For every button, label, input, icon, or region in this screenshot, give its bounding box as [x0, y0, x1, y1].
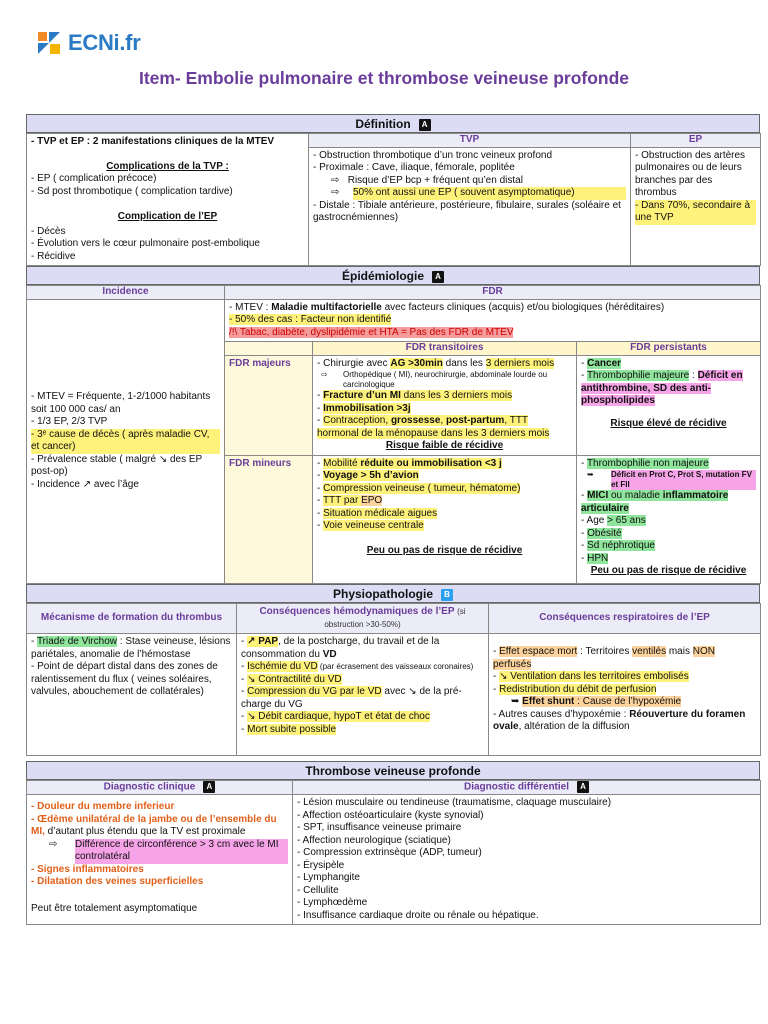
text-line: - Point de départ distal dans des zones de ralentissement du flux ( veines soléaires, valvules, abouchement de collatérales): [31, 661, 218, 697]
text-line: - Contraception, grossesse, post-partum, TTT hormonal de la ménopause dans les 3 derniers mois: [317, 415, 550, 439]
list-item: - Cellulite: [297, 884, 339, 896]
tvp-section-title: Thrombose veineuse profonde: [305, 764, 481, 778]
level-badge: B: [441, 589, 453, 601]
logo-text: ECNi.fr: [68, 30, 141, 55]
text-line: - Douleur du membre inferieur: [31, 801, 175, 813]
epidemiologie-header: [26, 266, 760, 285]
fdr-majeurs-persistants: [577, 355, 761, 455]
hemodynamique-header: Conséquences hémodynamiques de l’EP (si obstruction >30-50%): [237, 604, 489, 634]
text-line: ⇨ Risque d’EP bcp + fréquent qu’en distal: [331, 174, 523, 186]
text-line: - Voyage > 5h d’avion: [317, 470, 419, 481]
text-line: - Incidence ↗ avec l’âge: [31, 478, 139, 490]
text-line: - MTEV = Fréquente, 1-2/1000 habitants soit 100 000 cas/ an: [31, 391, 211, 415]
list-item: - Sd post thrombotique ( complication tardive): [31, 185, 233, 197]
risk-label: Peu ou pas de risque de récidive: [366, 544, 523, 556]
text-line: - Cancer: [581, 357, 622, 369]
text-line: - Dilatation des veines superficielles: [31, 876, 204, 888]
list-item: - Lymphœdème: [297, 897, 368, 909]
text-line: - Age > 65 ans: [581, 515, 646, 526]
text-line: - Ischémie du VD (par écrasement des vaisseaux coronaires): [241, 661, 474, 672]
warning-line: /!\ Tabac, diabète, dyslipidémie et HTA = Pas des FDR de MTEV: [229, 326, 514, 338]
text-line: ⇨ Orthopédique ( MI), neurochirurgie, abdominale lourde ou carcinologique: [321, 370, 548, 389]
text-line: - Thrombophilie non majeure: [581, 457, 709, 469]
tvp-definition-cell: [309, 147, 631, 266]
text-line: - Autres causes d’hypoxémie : Réouverture du foramen ovale, altération de la diffusion: [493, 708, 746, 732]
list-item: - Lymphangite: [297, 872, 360, 884]
text-line: - Fracture d’un MI dans les 3 derniers mois: [317, 390, 513, 401]
text-line: - Voie veineuse centrale: [317, 520, 424, 531]
text-line: - ↘ Contractilité du VD: [241, 673, 342, 685]
comp-ep-title: Complication de l’EP: [117, 211, 218, 222]
respiratoire-header: Conséquences respiratoires de l’EP: [489, 604, 761, 634]
diagnostic-differentiel-header: Diagnostic différentiel A: [293, 781, 761, 795]
ep-definition-cell: [631, 147, 761, 266]
list-item: - Érysipèle: [297, 859, 345, 871]
text-line: - Compression veineuse ( tumeur, hématome): [317, 482, 521, 494]
logo[interactable]: [36, 28, 140, 58]
list-item: - Insuffisance cardiaque droite ou rénale ou hépatique.: [297, 909, 539, 921]
diagnostic-clinique-header: Diagnostic clinique A: [27, 781, 293, 795]
respiratoire-cell: [489, 634, 761, 756]
text-line: - ↘ Débit cardiaque, hypoT et état de choc: [241, 711, 430, 722]
fdr-transitoires-header: FDR transitoires: [313, 342, 577, 356]
risk-label: Peu ou pas de risque de récidive: [590, 565, 747, 576]
arrow-icon: ➥: [511, 696, 523, 707]
list-item: - Évolution vers le cœur pulmonaire post-embolique: [31, 238, 260, 249]
fdr-intro-cell: [225, 299, 761, 342]
text-line: - 1/3 EP, 2/3 TVP: [31, 416, 108, 427]
fdr-mineurs-label: FDR mineurs: [225, 455, 313, 583]
text-line: - Triade de Virchow : Stase veineuse, lésions pariétales, anomalie de l’hémostase: [31, 636, 231, 660]
fdr-header: FDR: [225, 286, 761, 300]
text-line: - Chirurgie avec AG >30min dans les 3 derniers mois: [317, 357, 555, 369]
definition-left-cell: [27, 134, 309, 266]
fdr-majeurs-label: FDR majeurs: [225, 355, 313, 455]
level-badge: A: [432, 271, 444, 283]
list-item: - Décès: [31, 225, 66, 237]
logo-icon: [36, 30, 62, 56]
level-badge: A: [577, 781, 589, 793]
text-line: - Effet espace mort : Territoires ventilés mais NON perfusés: [493, 646, 715, 670]
text-line: - Mobilité réduite ou immobilisation <3 j: [317, 457, 502, 469]
text-line: - TTT par EPO: [317, 495, 383, 506]
tvp-col-header: TVP: [309, 134, 631, 148]
definition-title: Définition: [355, 117, 411, 131]
list-item: - EP ( complication précoce): [31, 173, 157, 184]
diagnostic-differentiel-cell: [293, 795, 761, 925]
text-line: - 3ᵉ cause de décès ( après maladie CV, et cancer): [31, 429, 220, 454]
text-line: - MTEV : Maladie multifactorielle avec facteurs cliniques (acquis) et/ou biologiques (héréditaires): [229, 301, 665, 313]
text-line: ⇨ 50% ont aussi une EP ( souvent asymptomatique): [313, 187, 626, 200]
risk-label: Risque faible de récidive: [385, 440, 504, 451]
ep-col-header: EP: [631, 134, 761, 148]
text-line: - Immobilisation >3j: [317, 402, 411, 414]
fdr-persistants-header: FDR persistants: [577, 342, 761, 356]
list-item: - Récidive: [31, 250, 76, 262]
list-item: - Affection ostéoarticulaire (kyste synovial): [297, 809, 484, 821]
level-badge: A: [419, 119, 431, 131]
text-line: - ↗ PAP, de la postcharge, du travail et de la consommation du VD: [241, 636, 440, 660]
hemodynamique-cell: [237, 634, 489, 756]
physiopathologie-title: Physiopathologie: [332, 587, 433, 601]
text-line: - 50% des cas : Facteur non identifié: [229, 314, 392, 325]
fdr-majeurs-transitoires: [313, 355, 577, 455]
text-line: - Thrombophilie majeure : Déficit en antithrombine, SD des anti-phospholipides: [581, 370, 743, 406]
arrow-icon: ➥: [587, 470, 594, 479]
mecanisme-header: Mécanisme de formation du thrombus: [27, 604, 237, 634]
list-item: - Compression extrinsèque (ADP, tumeur): [297, 847, 482, 859]
physiopathologie-table: [26, 603, 761, 756]
list-item: - SPT, insuffisance veineuse primaire: [297, 822, 462, 834]
page-title: Item- Embolie pulmonaire et thrombose veineuse profonde: [138, 68, 630, 88]
text-line: - Sd néphrotique: [581, 540, 655, 551]
text-line: ➥ Effet shunt : Cause de l’hypoxémie: [511, 696, 682, 707]
text-line: - ↘ Ventilation dans les territoires embolisés: [493, 671, 689, 682]
arrow-icon: ⇨: [331, 174, 348, 186]
text-line: - Dans 70%, secondaire à une TVP: [635, 200, 756, 225]
list-item: - Affection neurologique (sciatique): [297, 834, 451, 846]
text-line: - Obésité: [581, 527, 622, 539]
level-badge: A: [203, 781, 215, 793]
text-line: - Distale : Tibiale antérieure, postérieure, fibulaire, surales (soléaire et gastrocnémiennes): [313, 199, 621, 223]
incidence-header: Incidence: [27, 286, 225, 300]
definition-header: [26, 114, 760, 133]
definition-intro: - TVP et EP : 2 manifestations cliniques de la MTEV: [31, 136, 275, 147]
incidence-cell: [27, 299, 225, 583]
physiopathologie-header: [26, 584, 760, 603]
fdr-mineurs-transitoires: [313, 455, 577, 583]
text-line: ⇨ Différence de circonférence > 3 cm avec le MI controlatéral: [31, 839, 288, 864]
text-line: - Compression du VG par le VD avec ↘ de la pré-charge du VG: [241, 686, 462, 710]
text-line: - Mort subite possible: [241, 723, 337, 735]
text-line: - HPN: [581, 552, 609, 564]
comp-tvp-title: Complications de la TVP :: [106, 160, 229, 172]
blank-cell: [225, 342, 313, 356]
text-line: - Obstruction des artères pulmonaires ou de leurs branches par des thrombus: [635, 149, 746, 198]
text-line: - Signes inflammatoires: [31, 863, 144, 875]
arrow-icon: ⇨: [321, 370, 328, 379]
definition-table: [26, 133, 761, 266]
text-line: - MICI ou maladie inflammatoire articulaire: [581, 490, 729, 514]
text-line: - Prévalence stable ( malgré ↘ des EP post-op): [31, 453, 203, 477]
text-line: - Obstruction thrombotique d’un tronc veineux profond: [313, 149, 553, 161]
text-line: - Œdème unilatéral de la jambe ou de l’ensemble du MI, d’autant plus étendu que la TV est proximale: [31, 813, 277, 838]
text-line: - Redistribution du débit de perfusion: [493, 683, 657, 695]
risk-label: Risque élevé de récidive: [610, 417, 727, 429]
text-line: - Situation médicale aigues: [317, 507, 438, 519]
epidemiologie-table: [26, 285, 761, 584]
text-line: Peut être totalement asymptomatique: [31, 902, 198, 914]
text-line: ➥ Déficit en Prot C, Prot S, mutation FV et FII: [581, 470, 756, 490]
fdr-mineurs-persistants: [577, 455, 761, 583]
arrow-icon: ⇨: [331, 187, 348, 198]
epidemiologie-title: Épidémiologie: [341, 269, 424, 283]
diagnostic-clinique-cell: [27, 795, 293, 925]
tvp-section-header: [26, 761, 760, 780]
text-line: - Proximale : Cave, iliaque, fémorale, poplitée: [313, 162, 515, 173]
list-item: - Lésion musculaire ou tendineuse (traumatisme, claquage musculaire): [297, 797, 612, 809]
tvp-table: [26, 780, 761, 925]
mecanisme-cell: [27, 634, 237, 756]
arrow-icon: ⇨: [49, 838, 63, 850]
